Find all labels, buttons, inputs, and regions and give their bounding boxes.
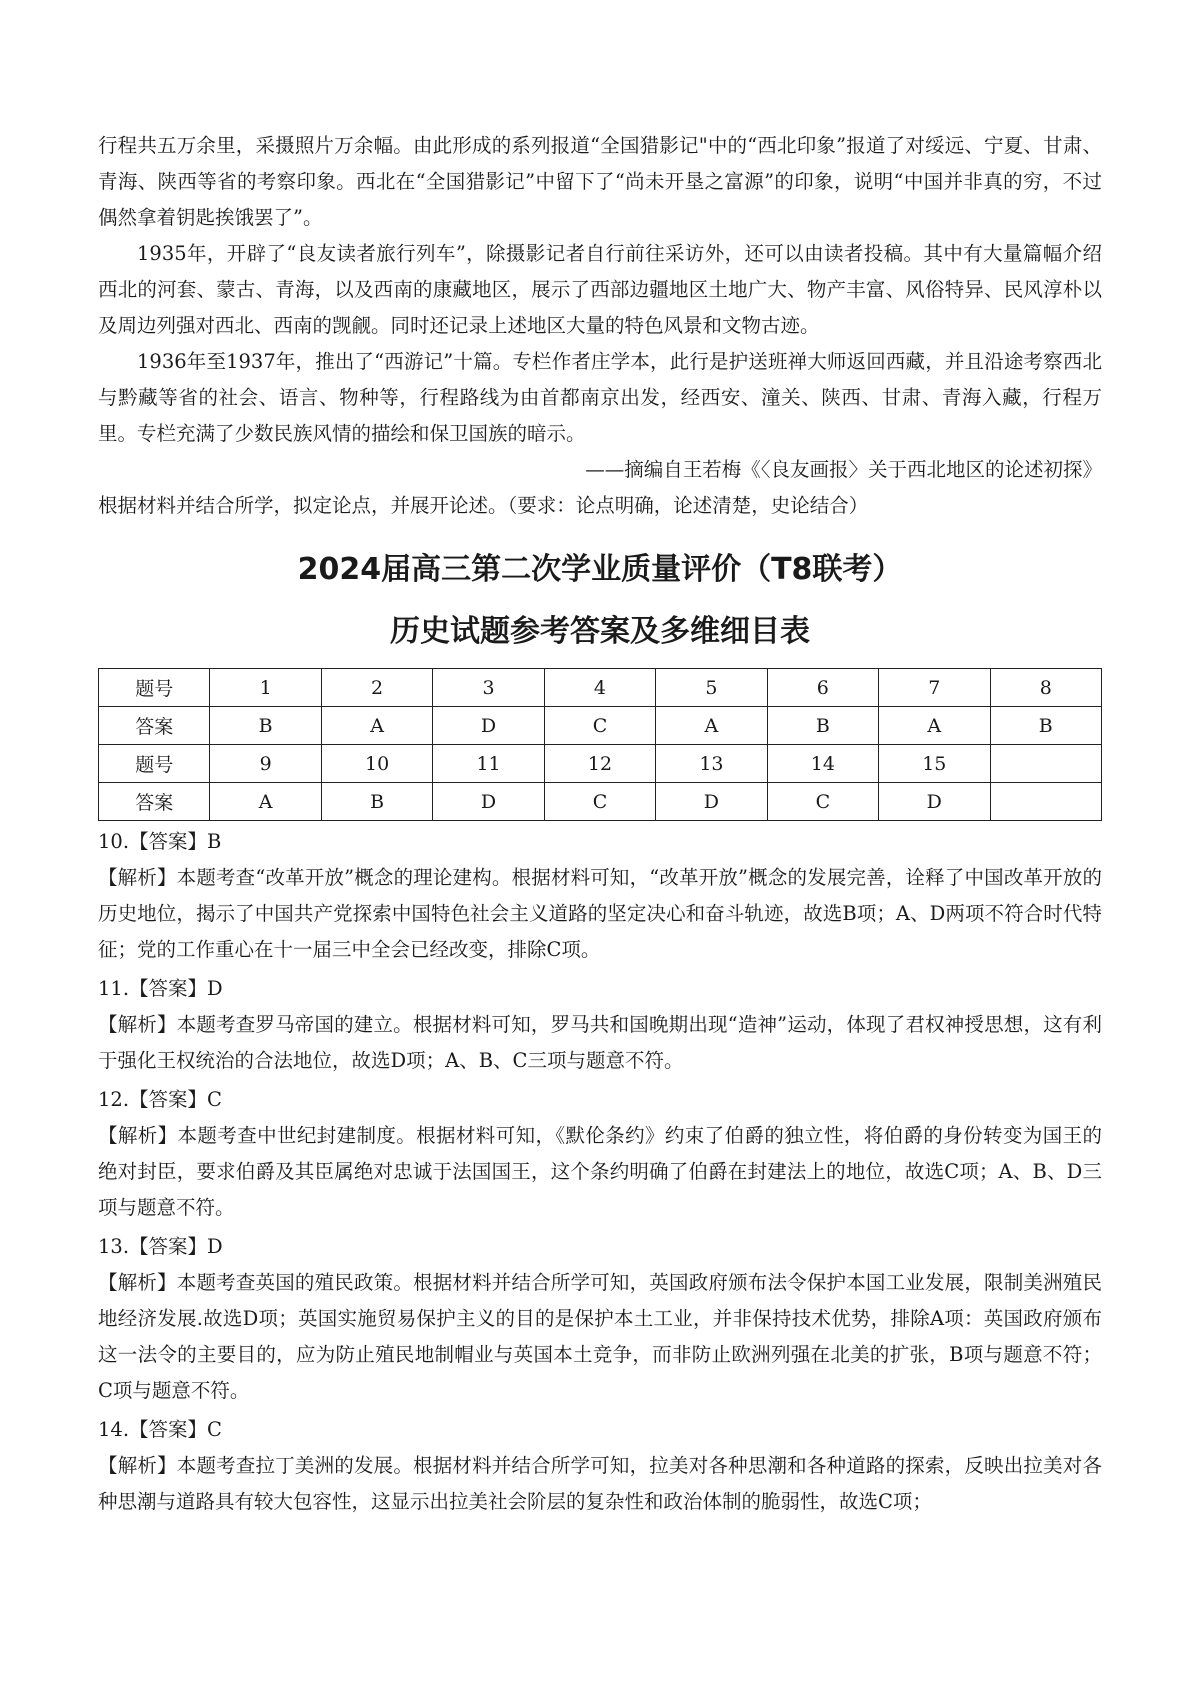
table-cell: A <box>656 707 767 745</box>
table-cell: 10 <box>321 745 432 783</box>
explanation-item <box>98 1411 1102 1520</box>
intro-paragraph: 行程共五万余里，采摄照片万余幅。由此形成的系列报道“全国猎影记"中的“西北印象”报道了对绥远、宁夏、甘肃、青海、陕西等省的考察印象。西北在“全国猎影记”中留下了“尚未开垦之富源”的印象，说明“中国并非真的穷，不过偶然拿着钥匙挨饿罢了”。 <box>98 134 1102 229</box>
answer-table <box>98 668 1102 821</box>
table-cell: B <box>767 707 878 745</box>
table-cell: 13 <box>656 745 767 783</box>
table-cell: B <box>321 783 432 821</box>
intro-paragraph: 1936年至1937年，推出了“西游记”十篇。专栏作者庄学本，此行是护送班禅大师返回西藏，并且沿途考察西北与黔藏等省的社会、语言、物种等，行程路线为由首都南京出发，经西安、潼关、陕西、甘肃、青海入藏，行程万里。专栏充满了少数民族风情的描绘和保卫国族的暗示。 <box>98 350 1102 445</box>
table-row-header: 答案 <box>99 707 210 745</box>
table-row <box>99 745 1102 783</box>
table-cell: D <box>433 707 544 745</box>
table-row <box>99 783 1102 821</box>
table-cell: 2 <box>321 669 432 707</box>
table-row-header: 题号 <box>99 669 210 707</box>
table-cell: 8 <box>990 669 1102 707</box>
table-cell: B <box>210 707 321 745</box>
analysis-text: 【解析】本题考查拉丁美洲的发展。根据材料并结合所学可知，拉美对各种思潮和各种道路的探索，反映出拉美对各种思潮与道路具有较大包容性，这显示出拉美社会阶层的复杂性和政治体制的脆弱性，故选C项； <box>98 1454 1102 1513</box>
table-cell <box>990 783 1102 821</box>
table-cell: 3 <box>433 669 544 707</box>
table-cell: 12 <box>544 745 655 783</box>
table-cell: 4 <box>544 669 655 707</box>
table-row-header: 答案 <box>99 783 210 821</box>
table-cell: B <box>990 707 1102 745</box>
explanation-item <box>98 970 1102 1079</box>
analysis-text: 【解析】本题考查罗马帝国的建立。根据材料可知，罗马共和国晚期出现“造神”运动，体现了君权神授思想，这有利于强化王权统治的合法地位，故选D项；A、B、C三项与题意不符。 <box>98 1013 1102 1072</box>
table-cell: D <box>879 783 990 821</box>
table-cell <box>990 745 1102 783</box>
table-cell: 6 <box>767 669 878 707</box>
answer-heading: 11.【答案】D <box>98 977 223 1000</box>
answer-heading: 13.【答案】D <box>98 1235 223 1258</box>
table-cell: D <box>656 783 767 821</box>
table-cell: 9 <box>210 745 321 783</box>
analysis-text: 【解析】本题考查“改革开放”概念的理论建构。根据材料可知，“改革开放”概念的发展完善，诠释了中国改革开放的历史地位，揭示了中国共产党探索中国特色社会主义道路的坚定决心和奋斗轨迹，故选B项；A、D两项不符合时代特征；党的工作重心在十一届三中全会已经改变，排除C项。 <box>98 866 1102 961</box>
explanation-list <box>98 823 1102 1520</box>
table-cell: 7 <box>879 669 990 707</box>
table-row-header: 题号 <box>99 745 210 783</box>
source-citation: ——摘编自王若梅《〈良友画报〉关于西北地区的论述初探》 <box>585 458 1102 481</box>
explanation-item <box>98 1081 1102 1226</box>
answer-heading: 14.【答案】C <box>98 1418 222 1441</box>
table-cell: A <box>321 707 432 745</box>
table-cell: 5 <box>656 669 767 707</box>
explanation-item <box>98 1228 1102 1409</box>
table-cell: A <box>879 707 990 745</box>
table-cell: 1 <box>210 669 321 707</box>
document-title: 2024届高三第二次学业质量评价（T8联考） <box>297 552 903 587</box>
explanation-item <box>98 823 1102 968</box>
table-cell: 14 <box>767 745 878 783</box>
table-cell: A <box>210 783 321 821</box>
analysis-text: 【解析】本题考查中世纪封建制度。根据材料可知，《默伦条约》约束了伯爵的独立性，将伯爵的身份转变为国王的绝对封臣，要求伯爵及其臣属绝对忠诚于法国国王，这个条约明确了伯爵在封建法上的地位，故选C项；A、B、D三项与题意不符。 <box>98 1124 1102 1219</box>
document-subtitle: 历史试题参考答案及多维细目表 <box>390 614 810 649</box>
table-cell: D <box>433 783 544 821</box>
table-cell: C <box>544 707 655 745</box>
intro-paragraph: 1935年，开辟了“良友读者旅行列车”，除摄影记者自行前往采访外，还可以由读者投稿。其中有大量篇幅介绍西北的河套、蒙古、青海，以及西南的康藏地区，展示了西部边疆地区土地广大、物产丰富、风俗特异、民风淳朴以及周边列强对西北、西南的觊觎。同时还记录上述地区大量的特色风景和文物古迹。 <box>98 242 1102 337</box>
task-instruction: 根据材料并结合所学，拟定论点，并展开论述。（要求：论点明确，论述清楚，史论结合） <box>98 494 869 517</box>
table-cell: 11 <box>433 745 544 783</box>
answer-heading: 10.【答案】B <box>98 830 222 853</box>
table-row <box>99 707 1102 745</box>
table-cell: 15 <box>879 745 990 783</box>
analysis-text: 【解析】本题考查英国的殖民政策。根据材料并结合所学可知，英国政府颁布法令保护本国工业发展，限制美洲殖民地经济发展.故选D项；英国实施贸易保护主义的目的是保护本土工业，并非保持技术优势，排除A项：英国政府颁布这一法令的主要目的，应为防止殖民地制帽业与英国本土竞争，而非防止欧洲列强在北美的扩张，B项与题意不符；C项与题意不符。 <box>98 1271 1102 1402</box>
table-cell: C <box>767 783 878 821</box>
table-row <box>99 669 1102 707</box>
answer-heading: 12.【答案】C <box>98 1088 222 1111</box>
table-cell: C <box>544 783 655 821</box>
document-page <box>98 128 1102 1520</box>
